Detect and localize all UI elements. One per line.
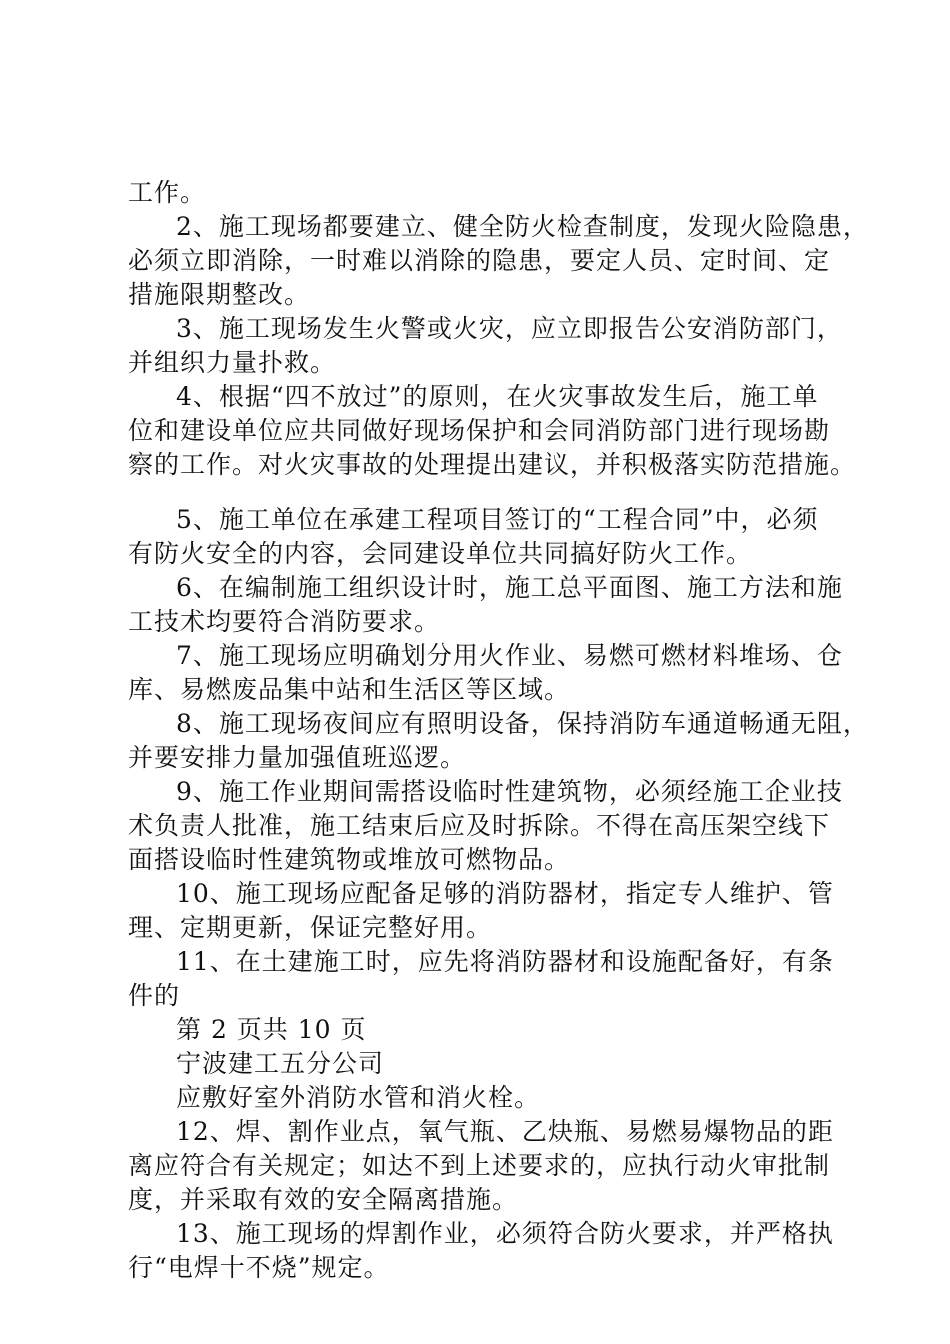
paragraph-9-line-1: 9、施工作业期间需搭设临时性建筑物，必须经施工企业技 — [176, 777, 843, 806]
text-line: 面搭设临时性建筑物或堆放可燃物品。 — [128, 845, 571, 874]
text-line: 工技术均要符合消防要求。 — [128, 607, 441, 636]
paragraph-2-line-1: 2、施工现场都要建立、健全防火检查制度，发现火险隐患， — [176, 212, 869, 241]
text-line: 离应符合有关规定；如达不到上述要求的，应执行动火审批制 — [128, 1151, 831, 1180]
text-line: 应敷好室外消防水管和消火栓。 — [176, 1083, 541, 1112]
paragraph-10-line-1: 10、施工现场应配备足够的消防器材，指定专人维护、管 — [176, 879, 834, 908]
company-name-header: 宁波建工五分公司 — [176, 1049, 385, 1078]
paragraph-5-line-1: 5、施工单位在承建工程项目签订的“工程合同”中，必须 — [176, 505, 819, 534]
paragraph-7-line-1: 7、施工现场应明确划分用火作业、易燃可燃材料堆场、仓 — [176, 641, 843, 670]
text-line: 理、定期更新，保证完整好用。 — [128, 913, 493, 942]
text-line: 有防火安全的内容，会同建设单位共同搞好防火工作。 — [128, 539, 753, 568]
paragraph-6-line-1: 6、在编制施工组织设计时，施工总平面图、施工方法和施 — [176, 573, 843, 602]
page-number-footer: 第 2 页共 10 页 — [176, 1015, 367, 1044]
text-line: 术负责人批准，施工结束后应及时拆除。不得在高压架空线下 — [128, 811, 831, 840]
paragraph-13-line-1: 13、施工现场的焊割作业，必须符合防火要求，并严格执 — [176, 1219, 834, 1248]
paragraph-3-line-1: 3、施工现场发生火警或火灾，应立即报告公安消防部门， — [176, 314, 843, 343]
text-line: 并要安排力量加强值班巡逻。 — [128, 743, 467, 772]
paragraph-12-line-1: 12、焊、割作业点，氧气瓶、乙炔瓶、易燃易爆物品的距 — [176, 1117, 834, 1146]
text-line: 并组织力量扑救。 — [128, 348, 337, 377]
paragraph-4-line-1: 4、根据“四不放过”的原则，在火灾事故发生后，施工单 — [176, 382, 819, 411]
text-line: 察的工作。对火灾事故的处理提出建议，并积极落实防范措施。 — [128, 450, 857, 479]
paragraph-8-line-1: 8、施工现场夜间应有照明设备，保持消防车通道畅通无阻， — [176, 709, 869, 738]
paragraph-11-line-1: 11、在土建施工时，应先将消防器材和设施配备好，有条 — [176, 947, 834, 976]
text-line: 位和建设单位应共同做好现场保护和会同消防部门进行现场勘 — [128, 416, 831, 445]
text-line: 工作。 — [128, 178, 207, 207]
text-line: 件的 — [128, 981, 181, 1010]
text-line: 措施限期整改。 — [128, 280, 311, 309]
text-line: 度，并采取有效的安全隔离措施。 — [128, 1185, 519, 1214]
text-line: 库、易燃废品集中站和生活区等区域。 — [128, 675, 571, 704]
text-line: 行“电焊十不烧”规定。 — [128, 1253, 390, 1282]
text-line: 必须立即消除，一时难以消除的隐患，要定人员、定时间、定 — [128, 246, 831, 275]
